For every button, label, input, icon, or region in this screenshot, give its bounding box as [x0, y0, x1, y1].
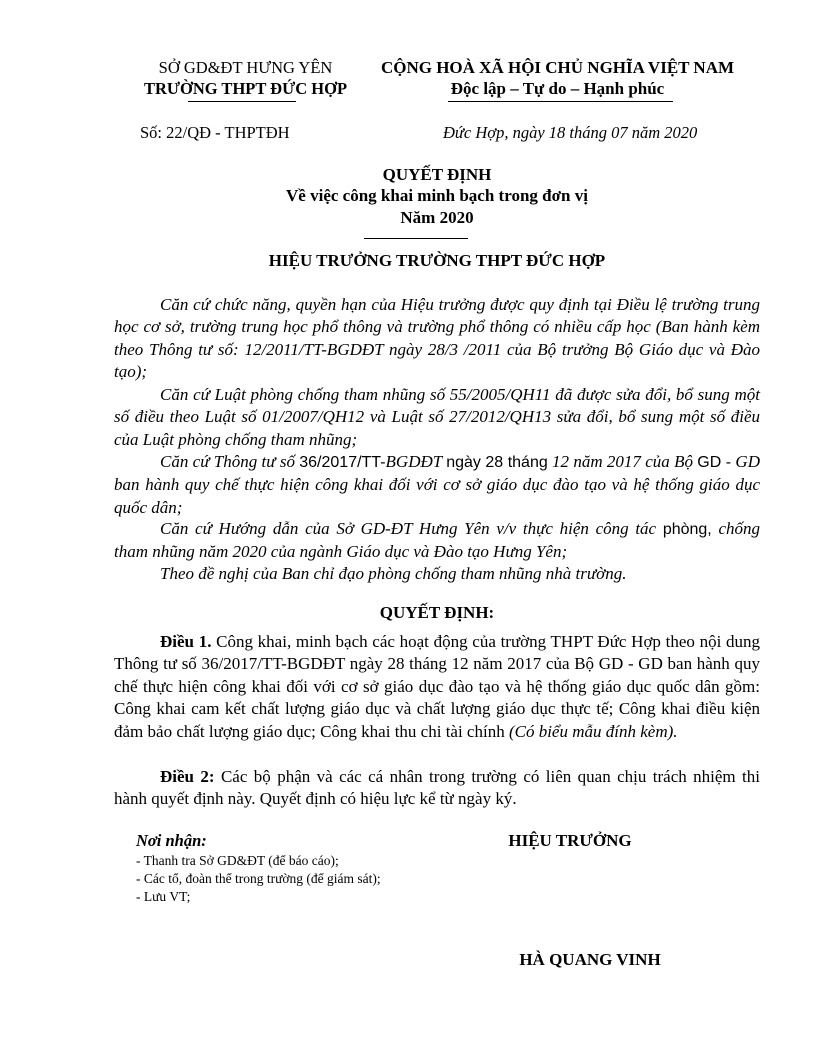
- recipient-item: - Lưu VT;: [136, 889, 191, 904]
- article-1-label: Điều 1.: [160, 632, 212, 651]
- article-2: Điều 2: Các bộ phận và các cá nhân trong trường có liên quan chịu trách nhiệm thi hành quyết định này. Quyết định có hiệu lực kể từ ngày ký.: [114, 767, 760, 809]
- motto-underline: [448, 101, 673, 102]
- preamble-proposal: Theo đề nghị của Ban chỉ đạo phòng chống tham nhũng nhà trường.: [160, 564, 627, 583]
- department-name: SỞ GD&ĐT HƯNG YÊN: [158, 58, 333, 77]
- recipient-item: - Các tổ, đoàn thể trong trường (để giám sát);: [136, 871, 381, 886]
- signer-name: HÀ QUANG VINH: [519, 950, 661, 969]
- preamble-basis-anticorruption-law: Căn cứ Luật phòng chống tham nhũng số 55/2005/QH11 đã được sửa đổi, bổ sung một số điều theo Luật số 01/2007/QH12 và Luật số 27/2012/QH13 sửa đổi, bổ sung một số điều của Luật phòng chống tham nhũng;: [114, 385, 760, 449]
- place-and-date: Đức Hợp, ngày 18 tháng 07 năm 2020: [443, 123, 698, 142]
- school-name: TRƯỜNG THPT ĐỨC HỢP: [143, 79, 348, 98]
- preamble-basis-circular: Căn cứ Thông tư số 36/2017/TT-BGDĐT ngày 28 tháng 12 năm 2017 của Bộ GD - GD ban hành quy chế thực hiện công khai đối với cơ sở giáo dục đào tạo và hệ thống giáo dục quốc dân;: [114, 452, 760, 517]
- decision-heading: QUYẾT ĐỊNH:: [379, 603, 495, 622]
- preamble-basis-guidance: Căn cứ Hướng dẫn của Sở GD-ĐT Hưng Yên v/v thực hiện công tác phòng, chống tham nhũng năm 2020 của ngành Giáo dục và Đào tạo Hưng Yên;: [114, 519, 760, 562]
- national-title: CỘNG HOÀ XÃ HỘI CHỦ NGHĨA VIỆT NAM: [380, 58, 735, 77]
- issuing-authority: HIỆU TRƯỞNG TRƯỜNG THPT ĐỨC HỢP: [268, 251, 606, 270]
- article-1: Điều 1. Công khai, minh bạch các hoạt động của trường THPT Đức Hợp theo nội dung Thông tư số 36/2017/TT-BGDĐT ngày 28 tháng 12 năm 2017 của Bộ GD - GD ban hành quy chế thực hiện công khai đối với cơ sở giáo dục đào tạo và hệ thống giáo dục quốc dân gồm: Công khai cam kết chất lượng giáo dục và chất lượng giáo dục thực tế; Công khai điều kiện đảm bảo chất lượng giáo dục; Công khai thu chi tài chính (Có biểu mẫu đính kèm).: [114, 632, 760, 741]
- recipient-item: - Thanh tra Sở GD&ĐT (để báo cáo);: [136, 853, 339, 868]
- document-year: Năm 2020: [400, 208, 474, 227]
- school-underline: [188, 101, 296, 102]
- document-type: QUYẾT ĐỊNH: [382, 165, 492, 184]
- article-2-label: Điều 2:: [160, 767, 215, 786]
- document-subject: Về việc công khai minh bạch trong đơn vị: [286, 186, 588, 205]
- recipients-label: Nơi nhận:: [136, 831, 207, 850]
- document-number: Số: 22/QĐ - THPTĐH: [140, 123, 290, 142]
- national-motto: Độc lập – Tự do – Hạnh phúc: [450, 79, 665, 98]
- preamble-basis-charter: Căn cứ chức năng, quyền hạn của Hiệu trưởng được quy định tại Điều lệ trường trung học cơ sở, trường trung học phổ thông và trường phổ thông có nhiều cấp học (Ban hành kèm theo Thông tư số: 12/2011/TT-BGDĐT ngày 28/3 /2011 của Bộ trưởng Bộ Giáo dục và Đào tạo);: [114, 295, 760, 382]
- title-divider: [364, 238, 468, 239]
- signer-title: HIỆU TRƯỞNG: [508, 831, 632, 850]
